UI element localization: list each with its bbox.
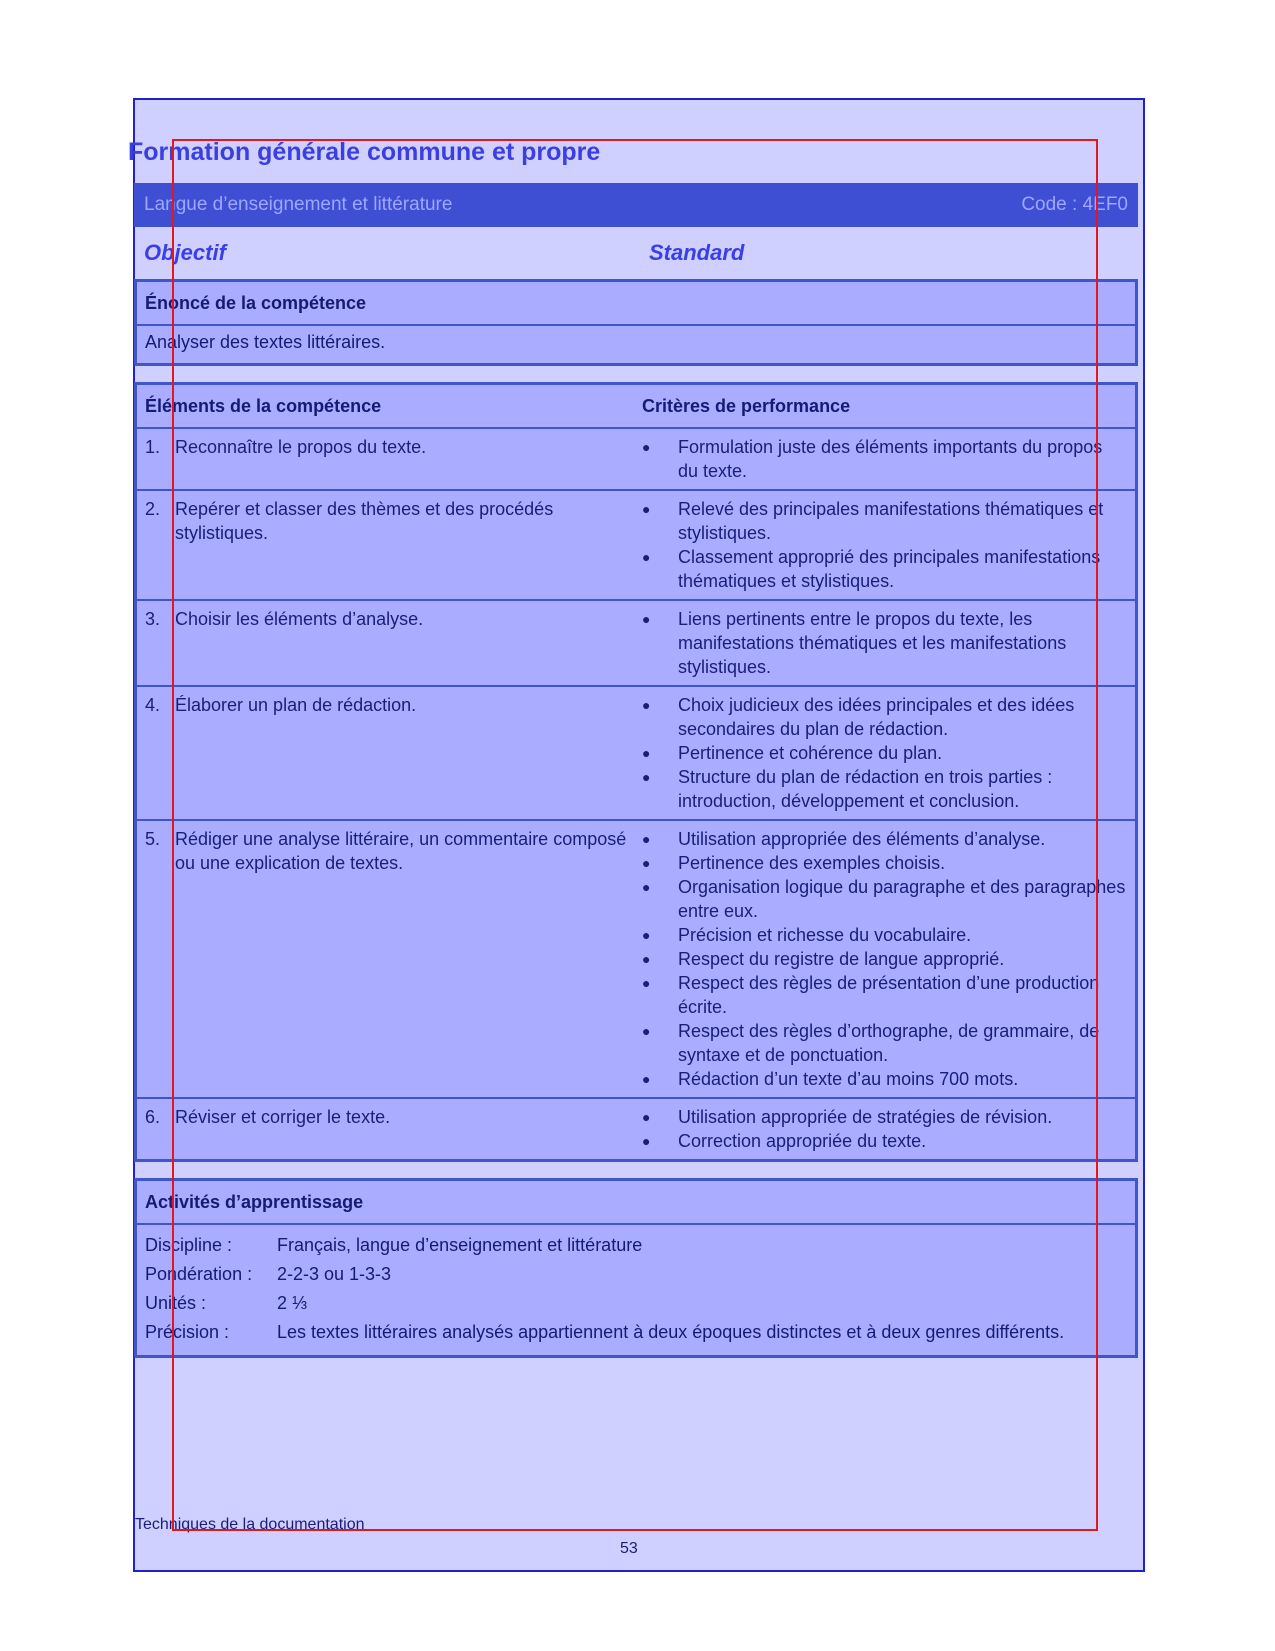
criterion-text: Formulation juste des éléments importants du propos du texte. — [678, 437, 1103, 481]
bullet-icon: ● — [642, 855, 651, 871]
element-row — [137, 599, 1135, 685]
course-name: Langue d’enseignement et littérature — [144, 194, 453, 215]
element-number: 2. — [145, 499, 161, 519]
element-left — [145, 827, 642, 1091]
activity-label: Précision : — [145, 1322, 230, 1342]
activity-value: 2-2-3 ou 1-3-3 — [277, 1264, 392, 1284]
section-title: Formation générale commune et propre — [128, 138, 601, 166]
page-number: 53 — [620, 1540, 638, 1557]
criterion-item — [642, 827, 1127, 851]
element-left — [145, 497, 642, 593]
criterion-item — [642, 607, 1127, 679]
element-number: 3. — [145, 609, 161, 629]
activites-box — [134, 1178, 1138, 1358]
elements-header-left: Éléments de la compétence — [145, 396, 382, 416]
criterion-text: Correction appropriée du texte. — [678, 1131, 927, 1151]
element-number: 5. — [145, 829, 161, 849]
activity-label: Pondération : — [145, 1264, 253, 1284]
footer-program: Techniques de la documentation — [135, 1516, 365, 1533]
activity-row — [137, 1318, 1135, 1347]
element-left — [145, 435, 642, 483]
element-text: Repérer et classer des thèmes et des procédés stylistiques. — [175, 499, 554, 543]
elements-rows — [137, 429, 1135, 1159]
element-text: Choisir les éléments d’analyse. — [175, 609, 424, 629]
element-text: Élaborer un plan de rédaction. — [175, 695, 417, 715]
elements-box — [134, 382, 1138, 1162]
element-text: Reconnaître le propos du texte. — [175, 437, 427, 457]
activity-label: Unités : — [145, 1293, 207, 1313]
criterion-item — [642, 875, 1127, 923]
criteria-list — [642, 1105, 1127, 1153]
bullet-icon: ● — [642, 927, 651, 943]
bullet-icon: ● — [642, 879, 651, 895]
criterion-text: Utilisation appropriée des éléments d’analyse. — [678, 829, 1046, 849]
elements-header — [137, 385, 1135, 429]
criterion-item — [642, 851, 1127, 875]
element-number: 6. — [145, 1107, 161, 1127]
objective-row — [142, 227, 1140, 279]
element-row — [137, 685, 1135, 819]
bullet-icon: ● — [642, 745, 651, 761]
activity-row — [137, 1231, 1135, 1260]
activity-row — [137, 1289, 1135, 1318]
activites-rows — [137, 1225, 1135, 1355]
criterion-item — [642, 1067, 1127, 1091]
criterion-text: Respect des règles de présentation d’une production écrite. — [678, 973, 1100, 1017]
bullet-icon: ● — [642, 697, 651, 713]
criterion-text: Liens pertinents entre le propos du texte, les manifestations thématiques et les manifestations stylistiques. — [678, 609, 1067, 677]
activity-label: Discipline : — [145, 1235, 233, 1255]
element-row — [137, 819, 1135, 1097]
activity-value: Les textes littéraires analysés appartiennent à deux époques distinctes et à deux genres différents. — [277, 1322, 1065, 1342]
element-row — [137, 429, 1135, 489]
bullet-icon: ● — [642, 769, 651, 785]
element-left — [145, 693, 642, 813]
criteria-list — [642, 435, 1127, 483]
criterion-text: Respect des règles d’orthographe, de grammaire, de syntaxe et de ponctuation. — [678, 1021, 1100, 1065]
criterion-item — [642, 435, 1127, 483]
criterion-item — [642, 923, 1127, 947]
criterion-text: Structure du plan de rédaction en trois parties : introduction, développement et conclusion. — [678, 767, 1053, 811]
element-text: Réviser et corriger le texte. — [175, 1107, 391, 1127]
criterion-text: Organisation logique du paragraphe et des paragraphes entre eux. — [678, 877, 1126, 921]
criterion-item — [642, 1019, 1127, 1067]
element-row — [137, 489, 1135, 599]
criterion-text: Choix judicieux des idées principales et des idées secondaires du plan de rédaction. — [678, 695, 1075, 739]
bullet-icon: ● — [642, 1109, 651, 1125]
course-band — [134, 183, 1138, 227]
bullet-icon: ● — [642, 611, 651, 627]
activity-value: 2 ⅓ — [277, 1293, 308, 1313]
criteria-list — [642, 693, 1127, 813]
element-number: 4. — [145, 695, 161, 715]
criterion-item — [642, 947, 1127, 971]
criterion-text: Utilisation appropriée de stratégies de révision. — [678, 1107, 1053, 1127]
criterion-item — [642, 971, 1127, 1019]
document-content — [128, 125, 1140, 1358]
criterion-text: Rédaction d’un texte d’au moins 700 mots. — [678, 1069, 1019, 1089]
criterion-text: Classement approprié des principales manifestations thématiques et stylistiques. — [678, 547, 1101, 591]
criterion-item — [642, 741, 1127, 765]
criterion-text: Relevé des principales manifestations thématiques et stylistiques. — [678, 499, 1104, 543]
activity-value: Français, langue d’enseignement et littérature — [277, 1235, 643, 1255]
criterion-item — [642, 1129, 1127, 1153]
element-row — [137, 1097, 1135, 1159]
criterion-text: Précision et richesse du vocabulaire. — [678, 925, 972, 945]
criterion-item — [642, 765, 1127, 813]
enonce-header: Énoncé de la compétence — [137, 282, 1135, 326]
criteria-list — [642, 497, 1127, 593]
enonce-text: Analyser des textes littéraires. — [145, 332, 386, 352]
activity-row — [137, 1260, 1135, 1289]
bullet-icon: ● — [642, 951, 651, 967]
criterion-item — [642, 1105, 1127, 1129]
criterion-item — [642, 497, 1127, 545]
bullet-icon: ● — [642, 439, 651, 455]
bullet-icon: ● — [642, 501, 651, 517]
element-left — [145, 1105, 642, 1153]
bullet-icon: ● — [642, 831, 651, 847]
criterion-text: Pertinence des exemples choisis. — [678, 853, 946, 873]
criterion-item — [642, 545, 1127, 593]
criteria-list — [642, 607, 1127, 679]
bullet-icon: ● — [642, 1071, 651, 1087]
bullet-icon: ● — [642, 549, 651, 565]
criterion-text: Pertinence et cohérence du plan. — [678, 743, 943, 763]
objective-label: Objectif — [144, 240, 226, 265]
bullet-icon: ● — [642, 1023, 651, 1039]
element-text: Rédiger une analyse littéraire, un commentaire composé ou une explication de textes. — [175, 829, 627, 873]
element-number: 1. — [145, 437, 161, 457]
standard-label: Standard — [649, 240, 745, 265]
course-code: Code : 4EF0 — [1021, 194, 1128, 215]
activites-header: Activités d’apprentissage — [137, 1181, 1135, 1225]
elements-header-right: Critères de performance — [642, 396, 851, 416]
element-left — [145, 607, 642, 679]
bullet-icon: ● — [642, 1133, 651, 1149]
enonce-box — [134, 279, 1138, 366]
criteria-list — [642, 827, 1127, 1091]
criterion-item — [642, 693, 1127, 741]
bullet-icon: ● — [642, 975, 651, 991]
criterion-text: Respect du registre de langue approprié. — [678, 949, 1005, 969]
